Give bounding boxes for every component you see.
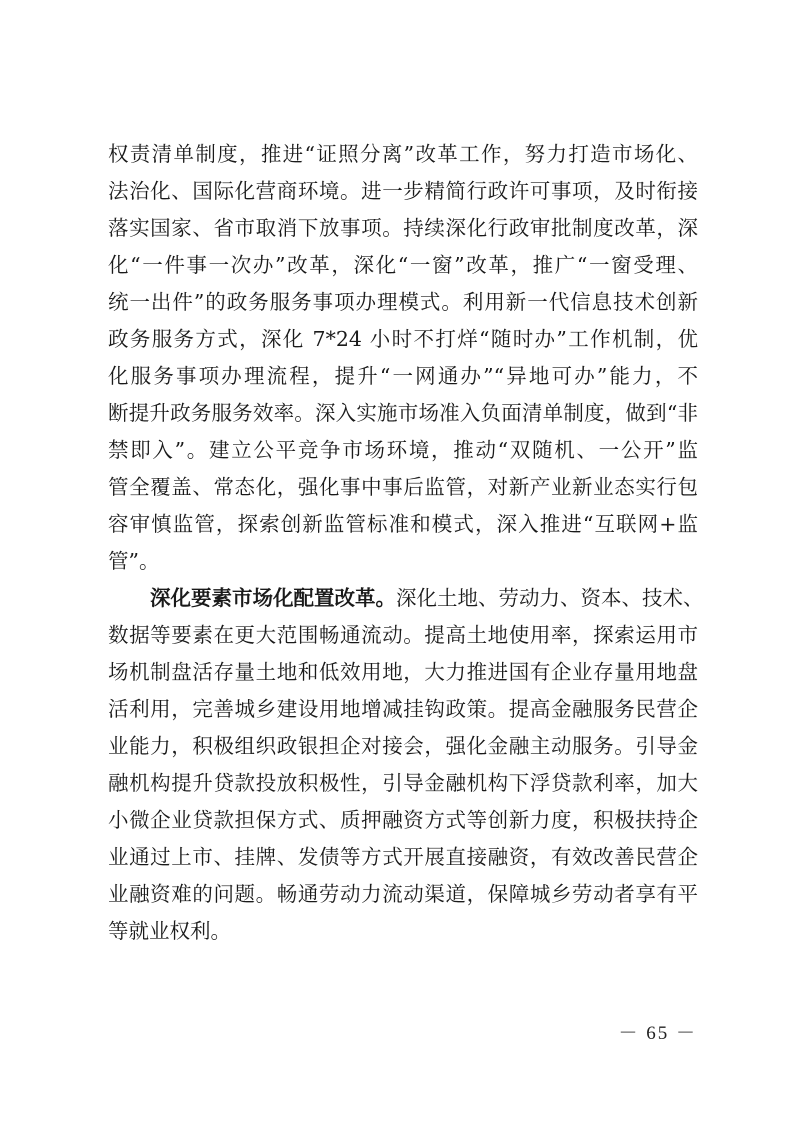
text-line: 落实国家、省市取消下放事项。持续深化行政审批制度改革，深 — [108, 216, 698, 240]
text-line: 小微企业贷款担保方式、质押融资方式等创新力度，积极扶持企 — [108, 808, 698, 832]
text-line — [108, 580, 704, 617]
text-line: 化服务事项办理流程，提升“一网通办”“异地可办”能力，不 — [108, 364, 698, 388]
paragraph-2 — [108, 580, 704, 950]
text-line: 政务服务方式，深化 7*24 小时不打烊“随时办”工作机制，优 — [108, 327, 698, 351]
body-text — [108, 136, 704, 950]
text-line: 场机制盘活存量土地和低效用地，大力推进国有企业存量用地盘 — [108, 660, 698, 684]
text-line: 数据等要素在更大范围畅通流动。提高土地使用率，探索运用市 — [108, 623, 698, 647]
text-line: 化“一件事一次办”改革，深化“一窗”改革，推广“一窗受理、 — [108, 253, 698, 277]
paragraph-heading: 深化要素市场化配置改革。 — [150, 586, 396, 610]
text-line: 管全覆盖、常态化，强化事中事后监管，对新产业新业态实行包 — [108, 475, 698, 499]
text-line: 法治化、国际化营商环境。进一步精简行政许可事项，及时衔接 — [108, 179, 698, 203]
text-line: 管”。 — [108, 549, 160, 573]
text-line: 权责清单制度，推进“证照分离”改革工作，努力打造市场化、 — [108, 142, 698, 166]
text-line: 活利用，完善城乡建设用地增减挂钩政策。提高金融服务民营企 — [108, 697, 698, 721]
text-line: 禁即入”。建立公平竞争市场环境，推动“双随机、一公开”监 — [108, 438, 698, 462]
text-line: 业通过上市、挂牌、发债等方式开展直接融资，有效改善民营企 — [108, 845, 698, 869]
paragraph-1 — [108, 136, 698, 580]
text-line: 容审慎监管，探索创新监管标准和模式，深入推进“互联网+监 — [108, 512, 698, 536]
text-line: 统一出件”的政务服务事项办理模式。利用新一代信息技术创新 — [108, 290, 698, 314]
text-line: 业融资难的问题。畅通劳动力流动渠道，保障城乡劳动者享有平 — [108, 882, 698, 906]
text-line: 业能力，积极组织政银担企对接会，强化金融主动服务。引导金 — [108, 734, 698, 758]
page-number: － 65 － — [618, 1023, 697, 1044]
text-line: 断提升政务服务效率。深入实施市场准入负面清单制度，做到“非 — [108, 401, 698, 425]
text-run: 深化土地、劳动力、资本、技术、 — [396, 586, 704, 610]
text-line: 等就业权利。 — [108, 919, 231, 943]
text-line: 融机构提升贷款投放积极性，引导金融机构下浮贷款利率，加大 — [108, 771, 698, 795]
